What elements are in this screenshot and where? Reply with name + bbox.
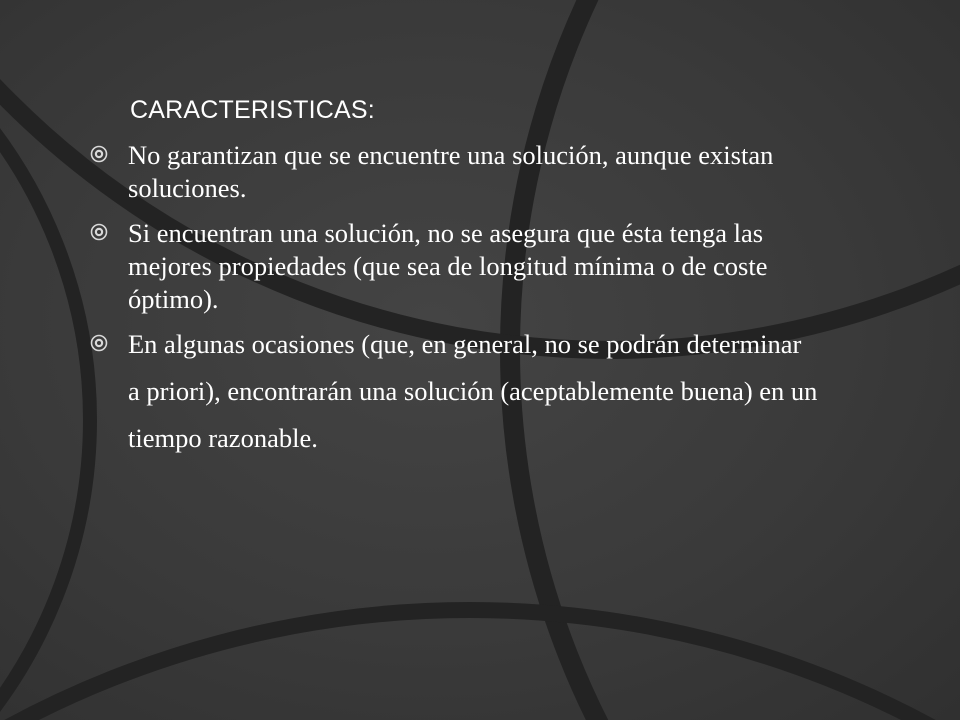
bullet-text: Si encuentran una solución, no se asegura que ésta tenga las mejores propiedades (que sea de longitud mínima o de coste óptimo).: [128, 218, 768, 314]
bullet-text: No garantizan que se encuentre una solución, aunque existan soluciones.: [128, 140, 774, 203]
target-bullet-icon: [90, 217, 128, 247]
bullet-text: En algunas ocasiones (que, en general, no se podrán determinar a priori), encontrarán una solución (aceptablemente buena) en un tiempo razonable.: [128, 329, 818, 453]
target-bullet-icon: [90, 328, 128, 358]
arc-bottom: [0, 610, 960, 720]
slide-heading: CARACTERISTICAS:: [130, 96, 375, 124]
slide-content: [90, 96, 850, 474]
bullet-item: [90, 139, 850, 205]
bullet-item: [90, 328, 850, 462]
target-bullet-icon: [90, 139, 128, 169]
bullet-item: [90, 217, 850, 316]
